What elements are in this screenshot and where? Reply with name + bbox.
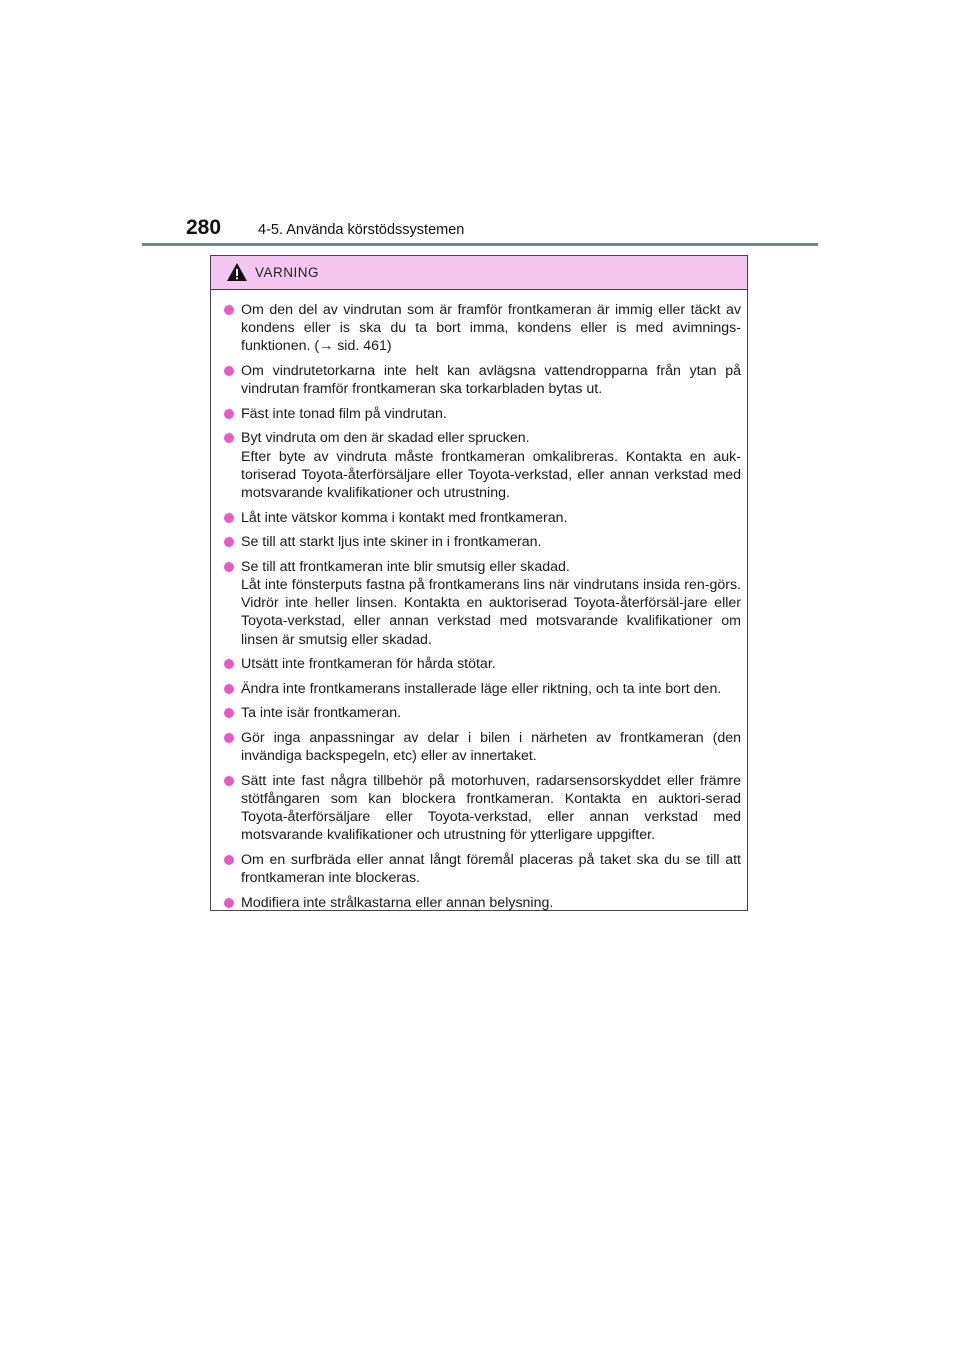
warning-item-text: Fäst inte tonad film på vindrutan. [241,405,447,422]
warning-item [224,301,741,356]
warning-item-text: Ta inte isär frontkameran. [241,705,402,722]
header-rule [142,243,818,246]
page-header [142,214,818,248]
warning-item-body [241,301,741,356]
warning-item [224,729,741,765]
bullet-icon [224,898,234,908]
warning-item-body [241,851,741,887]
warning-item [224,558,741,649]
warning-header [211,256,747,290]
warning-item-body [241,894,741,912]
warning-item-text: Om en surfbräda eller annat långt föremål placeras på taket ska du se till att frontkameran inte blockeras. [241,851,741,887]
warning-item-text: Låt inte vätskor komma i kontakt med frontkameran. [241,509,568,526]
warning-item-text: Om vindrutetorkarna inte helt kan avlägsna vattendropparna från ytan på vindrutan framför frontkameran ska torkarbladen bytas ut. [241,363,741,398]
warning-triangle-icon [226,262,248,282]
page-number: 280 [186,216,222,239]
warning-item [224,655,741,673]
bullet-icon [224,684,234,694]
bullet-icon [224,433,234,443]
warning-item-body [241,680,741,698]
warning-item-body [241,405,741,423]
warning-item-text: Efter byte av vindruta måste frontkameran omkalibreras. Kontakta en auk-toriserad Toyota-återförsäljare eller Toyota-verkstad, eller annan verkstad med motsvarande kvalifikationer och utrustning. [241,448,741,501]
bullet-icon [224,855,234,865]
warning-item [224,509,741,527]
warning-item [224,704,741,722]
warning-item-text: Gör inga anpassningar av delar i bilen i närheten av frontkameran (den invändiga backspegeln, etc) eller av innertaket. [241,729,741,765]
warning-item-body [241,362,741,398]
warning-item-body [241,655,741,673]
warning-item [224,429,741,502]
bullet-icon [224,409,234,419]
bullet-icon [224,305,234,315]
warning-item [224,405,741,423]
bullet-icon [224,366,234,376]
warning-item-body [241,533,741,551]
warning-item-text: Utsätt inte frontkameran för hårda stötar. [241,656,496,673]
warning-item-body [241,558,741,649]
warning-item-body [241,772,741,845]
bullet-icon [224,659,234,669]
warning-item [224,894,741,912]
warning-label: VARNING [255,265,320,280]
warning-item [224,533,741,551]
bullet-icon [224,513,234,523]
warning-item-text: Ändra inte frontkamerans installerade läge eller riktning, och ta inte bort den. [241,680,722,697]
bullet-icon [224,733,234,743]
warning-item [224,772,741,845]
warning-items [211,290,747,912]
warning-item-text: Sätt inte fast några tillbehör på motorhuven, radarsensorskyddet eller främre stötfångaren som kan blockera frontkameran. Kontakta en auktori-serad Toyota-återförsäljare eller Toyota-verkstad, eller annan verkstad med motsvarande kvalifikationer och utrustning för ytterligare uppgifter. [241,772,741,844]
warning-item-text: Byt vindruta om den är skadad eller sprucken. [241,430,530,447]
warning-item-text: Modifiera inte strålkastarna eller annan belysning. [241,894,554,911]
warning-item-text: Se till att frontkameran inte blir smutsig eller skadad. [241,558,570,575]
warning-item [224,362,741,398]
bullet-icon [224,562,234,572]
section-title: 4-5. Använda körstödssystemen [258,222,465,238]
warning-item-body [241,509,741,527]
warning-item-text: Se till att starkt ljus inte skiner in i frontkameran. [241,534,542,551]
warning-item [224,851,741,887]
bullet-icon [224,776,234,786]
bullet-icon [224,708,234,718]
warning-item-body [241,429,741,502]
warning-item-body [241,729,741,765]
warning-item-text: Låt inte fönsterputs fastna på frontkamerans lins när vindrutans insida ren-görs. Vidrör inte heller linsen. Kontakta en auktoriserad Toyota-återförsäl-jare eller Toyota-verkstad, eller annan verkstad med motsvarande kvalifikationer om linsen är smutsig eller skadad. [241,576,741,648]
warning-item-body [241,704,741,722]
bullet-icon [224,537,234,547]
warning-item [224,680,741,698]
warning-box [210,255,748,911]
warning-item-text: Om den del av vindrutan som är framför frontkameran är immig eller täckt av kondens eller is ska du ta bort imma, kondens eller is med avimnings-funktionen. (→ sid. 461) [241,302,741,355]
